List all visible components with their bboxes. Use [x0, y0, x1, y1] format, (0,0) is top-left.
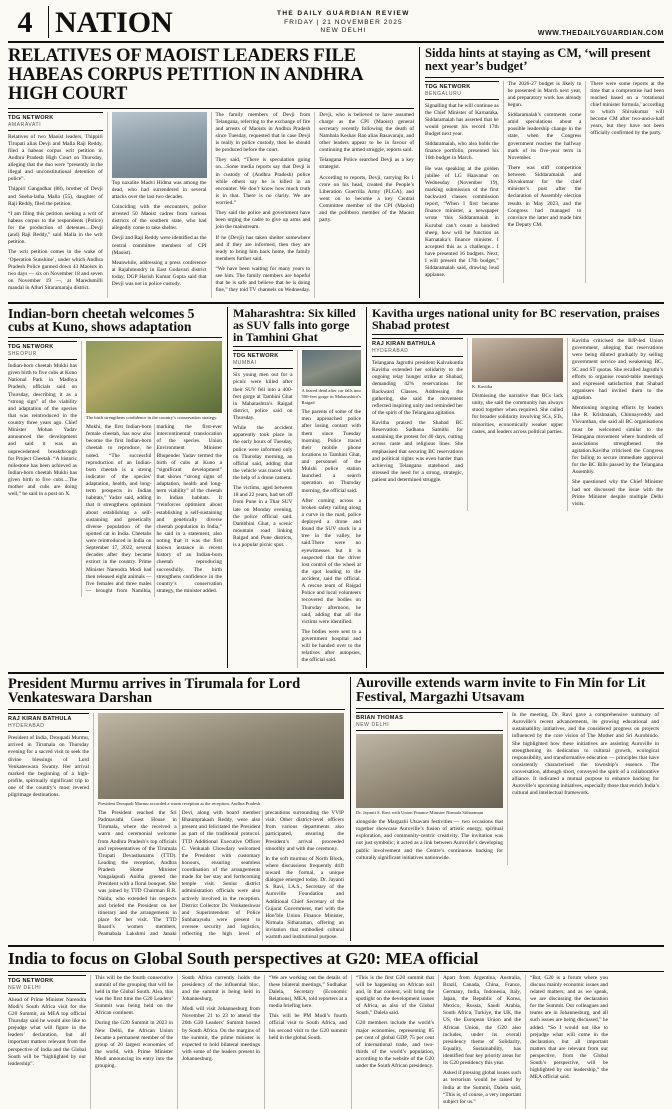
lead-para-7: Meanwhile, addressing a press conference at Rajahmundry in East Godavari district today, DGP Harish Kumar Gupta said that Devji was not in police custody. [111, 259, 207, 288]
murmu-para-2: In the soft murmur of North Block, where discussions frequently drift toward the formal, a unique dialogue emerged today. Dr. Jayanti S. Ravi, I.A.S., Secretary of the Auroville Foundation and Additional Chief Secretary of the Gujarat Government, met with the Hon’ble Union Finance Minister, Nirmala Sitharaman, offering an invitation that embodied cultural warmth and institutional purpose. [265, 855, 344, 941]
g20-para-3: South Africa currently holds the presidency of the influential bloc, and the summit is being held in Johannesburg. [182, 974, 260, 1003]
maha-para-2: The victims, aged between 18 and 22 years, had set off from Pune in a Thar SUV late on Monday evening, the police official said. Dambhini Ghat, a scenic mountain road linking Raigad and Pune districts, is a popular picnic spot. [233, 485, 293, 549]
lead-para-10: They said the police and government have been urging the cadre to give up arms and join the mainstream. [215, 210, 311, 231]
sidda-para-5: There was stiff competition between Siddaramaiah and Shivakumar for the chief minister’s post after the declaration of Assembly election results in May 2023, and the Congress had managed to convince the latter and made him the Deputy CM. [507, 164, 582, 228]
g20-para-8: G20 members include the world’s major economies, representing 85 per cent of global GDP, 75 per cent of international trade, and two-thirds of the world’s population, according to the website of the G20 under the South African presidency. [356, 1020, 434, 1070]
second-row [8, 307, 664, 668]
lead-para-3: The writ petition comes in the wake of ‘Operation Sunshine’, under which Andhra Pradesh Police gunned down 43 Maoists in two days — six on November 18 and seven on November 19 —, at Maredumilli mandal in Alluri Sitaramaraju district. [8, 249, 103, 292]
maha-byline: TDG NETWORK MUMBAI [233, 350, 293, 369]
sidda-para-0: Signalling that he will continue as the Chief Minister of Karnataka, Siddaramaiah has asserted that he would present his record 17th Budget next year. [425, 102, 499, 137]
kavitha-para-2: Dismissing the narrative that BCs lack unity, she said the community has always stood together when required. She called for broader solidarity involving SCs, STs, minorities, economically weaker upper castes, and leaders across political parties. [472, 393, 563, 435]
masthead-center [173, 6, 514, 38]
page-number: 4 [17, 6, 33, 39]
website-url: WWW.THEDAILYGUARDIAN.COM [537, 30, 664, 37]
g20-para-0: Ahead of Prime Minister Narendra Modi’s South Africa visit for the G20 Summit, an MEA top official Thursday said he would also like to prejudge what will figure in the leaders’ declaration, but all important matters relevant from the perspective of India and the Global South will be “highlighted by our leadership”. [8, 996, 86, 1067]
sidda-para-6: There were some reports at the time that a compromise had been reached based on a ‘rotational chief minister formula,’ according to which Shivakumar will become CM after two-and-a-half years, but they have not been officially confirmed by the party. [590, 80, 665, 137]
g20-para-4: Modi will visit Johannesburg from November 21 to 23 to attend the 20th G20 Leaders’ Summit hosted by South Africa. On the margins of the summit, the prime minister is expected to hold bilateral meetings with some of the leaders present in Johannesburg. [182, 1006, 260, 1063]
kavitha-para-3: Kavitha criticised the BJP-led Union government, alleging that reservations were being diluted gradually by selling government service and weakening BC, SC and ST quotas. She recalled Jagruthi’s efforts to organise round-table meetings and expressed satisfaction that Shabad organisers had invited them to the agitation. [572, 338, 663, 402]
auroville-meeting-photo [356, 734, 503, 808]
maha-location: MUMBAI [233, 360, 257, 367]
g20-byline: TDG NETWORK NEW DELHI [8, 975, 86, 994]
maharashtra-story [233, 307, 361, 668]
lead-para-0: Relatives of two Maoist leaders, Thippiri Tirupati alias Devji and Malla Raji Reddy, filed a habeas corpus writ petition in Andhra Pradesh High Court on Thursday, alleging that the duo were “presently in the illegal and unconstitutional detention of police”. [8, 133, 103, 183]
maha-para-0: Six young men out for a picnic were killed after their SUV fell into a 400-feet gorge at Tamhini Ghat in Maharashtra’s Raigad district, police said on Thursday. [233, 372, 293, 422]
lead-para-6: Devji and Raji Reddy were identified as the central committee members of CPI (Maoist). [111, 235, 207, 256]
lead-para-8: The family members of Devji from Telangana, referring to the exchange of fire and arrests of Maoists in Andhra Pradesh since Tuesday, requested that in case Devji is really in police custody, then he should be produced before the court. [215, 111, 311, 154]
kavitha-location: HYDERABAD [372, 348, 409, 355]
lead-location: AMARAVATI [8, 121, 42, 128]
g20-para-1: This will be the fourth consecutive summit of the grouping that will be held in the Global South. Also, this was the first time the G20 Leaders’ Summit was being held on the African continent. [95, 974, 173, 1017]
cheetah-headline: Indian-born cheetah welcomes 5 cubs at Kuno, shows adaptation [8, 305, 195, 335]
auro-para-1: In the meeting, Dr. Ravi gave a comprehensive summary of Auroville’s recent advancements, its growing educational and sustainability initiatives, and the considered progress on projects influenced by the core vision of The Mother and Sri Aurobindo. She highlighted how these initiatives are assisting Auroville in strengthening its dedication to cultural growth, ecological responsibility, and transformative education — principles that have consistently characterised the township’s essence. The conversation, although short, conveyed the spirit of a collaborative alliance. It indicated a mutual purpose to enhance backing for Auroville’s upcoming initiatives, especially those that enrich India’s cultural and intellectual framework. [512, 712, 660, 797]
gorge-accident-photo [302, 350, 362, 386]
auroville-story [356, 677, 664, 942]
kavitha-para-1: Kavitha praised the Shabad BC Reservation Sadhana Samithi for sustaining the protest for 40 days, cutting across caste and religious lines. She emphasised that securing BC reservations and political rights was even harder than achieving Telangana statehood and stressed the need for a strong, strategic, patient and determined struggle. [372, 420, 463, 484]
masthead [8, 6, 664, 43]
sidda-byline: TDG NETWORK BENGALURU [425, 81, 499, 100]
g20-para-6: This will be PM Modi’s fourth official visit to South Africa, and his second visit to the G20 summit held in the global South. [269, 1013, 347, 1041]
top-row [8, 47, 664, 298]
lead-para-11: If he (Devji) has taken shelter somewhere and if they are informed, then they are ready to bring him back home, the family members further said. [215, 234, 311, 262]
lead-para-13: Devji, who is believed to have assumed charge as the CPI (Maoist) general secretary recently following the death of Nambala Keshav Rao alias Basavaraju, and other leaders appear to be in favour of continuing the armed struggle, reports said. [319, 111, 414, 154]
lead-para-4: Top naxalite Madvi Hidma was among the dead, who had surrendered in several attacks over the last two decades. [111, 179, 207, 200]
auro-location: NEW DELHI [356, 722, 390, 729]
kavitha-story [372, 307, 664, 668]
sidda-para-3: The 2026-27 budget is likely to be presented in March next year, and preparatory work has already begun. [507, 80, 582, 108]
murmu-story [8, 677, 345, 942]
g20-location: NEW DELHI [8, 984, 42, 991]
masthead-divider [48, 6, 49, 38]
lead-para-14: Telangana Police searched Devji as a key strategist. [319, 157, 414, 171]
kavitha-para-4: Mentioning ongoing efforts by leaders like R. Krishnaiah, Chinnayreddy and Visvanthan, she said all BC organisations must be welcomed similar to the Telangana movement where hundreds of associations strengthened the agitation.Kavitha criticised the Congress for failing to secure immediate approval for the BC Bills passed by the Telangana Assembly. [572, 405, 663, 476]
paper-city: NEW DELHI [320, 27, 367, 34]
lead-columns [8, 112, 414, 298]
cheetah-photo-caption: The birth strengthens confidence in the country’s conservation strategy. [86, 415, 218, 421]
lead-byline: TDG NETWORK AMARAVATI [8, 112, 103, 131]
lead-para-5: Coinciding with the encounters, police arrested 50 Maoist cadres from various districts of the southern state, who had allegedly come to take shelter. [111, 203, 207, 232]
murmu-byline: RAJ KIRAN BATHULA HYDERABAD [8, 713, 89, 732]
kavitha-para-0: Telangana Jagruthi president Kalvakuntla Kavitha extended her solidarity to the ongoing relay hunger strike at Shabad, demanding 42% reservations for Backward Classes. Addressing the gathering, she said the movement reflected inspiring unity and reminded her of the spirit of the Telangana agitation. [372, 360, 463, 416]
maha-para-4: After coming across a broken safety railing along a curve in the road, police deployed a drone and found the SUV stuck in a tree in the valley, he said.There were no eyewitnesses but it is suspected that the driver lost control of the wheel at the spot leading to the accident, said the official. A rescue team of Raigad Police and local volunteers recovered the bodies on Thursday afternoon, he said, adding that all the victims were identified. [301, 497, 361, 625]
section-title: NATION [55, 6, 173, 39]
cheetah-para-0: Indian-born cheetah Mukhi has given birth to five cubs at Kuno National Park in Madhya Pradesh, officials said on Thursday, describing it as a “strong sign” of the viability and adaptation of the species that was reintroduced in the country three years ago. Chief Minister Mohan Yadav announced the development and said it was an unprecedented breakthrough for Project Cheetah. “A historic milestone has been achieved as Indian-born cheetah Mukhi has given birth to five cubs....The mother and cubs are doing well,” he said in a post on X. [8, 363, 77, 498]
kavitha-para-5: She questioned why the Chief Minister had not discussed the issue with the Prime Minister despite multiple Delhi visits. [572, 479, 663, 507]
sidda-para-1: Siddaramaiah, who also holds the finance portfolio, presented his 16th budget in March. [425, 141, 499, 162]
g20-para-9: Apart from Argentina, Australia, Brazil, Canada, China, France, Germany, India, Indonesia, Italy, Japan, the Republic of Korea, Mexico, Russia, Saudi Arabia, South Africa, Turkiye, the UK, the US, the European Union and the African Union, the G20 also includes, under its overall presidency theme of Solidarity, Equality, Sustainability, has identified four key priority areas for its G20 presidency this year. [443, 974, 521, 1067]
maha-headline: Maharashtra: Six killed as SUV falls into gorge in Tamhini Ghat [233, 305, 356, 345]
g20-headline: India to focus on Global South perspectives at G20: MEA official [8, 949, 479, 969]
auro-para-0: alongside the Margazhi Utsavam festivities — two occasions that together showcase Auroville’s fusion of artistic energy, spiritual exploration, and community-centric creativity. The invitation was not just symbolic; it acted as a link between Auroville’s developing public involvement and the Centre’s continuous backing for culturally significant initiatives nationwide. [356, 819, 503, 861]
auro-photo-caption: Dr. Jayanti S. Ravi with Union Finance Minister Nirmala Sitharaman [356, 810, 484, 816]
g20-para-10: Asked if pressing global issues such as terrorism would be raised by India at the Summit, Dalela said, “This is, of course, a very important subject for us.” [443, 1070, 522, 1105]
kavitha-byline: RAJ KIRAN BATHULA HYDERABAD [372, 338, 463, 357]
lead-para-9: They said, “There is speculation going on....Some media reports say that Devji is in custody of (Andhra Pradesh) police while others say he is killed in an encounter. We don’t know how much truth is in that. There is no clarity. We are worried.” [215, 157, 311, 207]
auro-byline: BRIAN THOMAS NEW DELHI [356, 712, 503, 731]
sidda-para-4: Siddaramaiah’s comments come amid speculations about a possible leadership change in the state, when the Congress government reaches the halfway mark of its five-year term in November. [507, 112, 582, 161]
third-row [8, 677, 664, 942]
maha-para-1: While the accident apparently took place in the early hours of Tuesday, police were informed only on Thursday morning, an official said, adding that the vehicle was traced with the help of a drone camera. [233, 425, 293, 482]
cheetah-byline: TDG NETWORK SHEOPUR [8, 341, 77, 360]
murmu-location: HYDERABAD [8, 723, 45, 730]
maha-para-5: The bodies were sent to a government hospital and will be handed over to the relatives after autopsies, the official said. [301, 628, 361, 664]
paper-name: THE DAILY GUARDIAN REVIEW [276, 10, 410, 17]
murmu-para-1: The President reached the Sri Padmavathi Guest House in Tirumala, where she received a warm and ceremonial welcome from Andhra Pradesh’s top officials and representatives of the Tirumala Tirupati Devasthanams (TTD). Leading the reception, Andhra Pradesh Home Minister Vangalapudi Anitha greeted the President with a floral bouquet. She was joined by TTD Chairman B.R. Naidu, who extended his respects and briefed the President on her itinerary and the arrangements in place for her visit. The TTD Board’s women members, Peamabala Lakshmi and Janaki Devi, along with board member Bhaumprakash Reddy, were also present and felicitated the President as part of the traditional protocol. TTD Additional Executive Officer C. Venkaiah Chowdary welcomed the President with customary honours, ensuring seamless coordination of the arrangements made for her stay and forthcoming temple visit. Senior district administration officials were also actively involved in the reception. District Collector Dr. Venkateshwar and Superintendent of Police Subharayudu were present to oversee security and logistics, reflecting the high level of precautions surrounding the VVIP visit. Other district-level officers from various departments also participated, ensuring the President’s arrival proceeded smoothly and with due ceremony. [98, 810, 344, 938]
lead-para-15: According to reports, Devji, carrying Rs 1 crore on his head, created the People’s Liberation Guerrilla Army (PLGA), and went on to become a key Central Committee member of the CPI (Maoist) and the politburo member of the Maoist party. [319, 174, 414, 224]
cheetah-para-1: Mukhi, the first Indian-born female cheetah, has now also become the first Indian-born cheetah to reproduce, he noted. “The successful reproduction of an Indian-born cheetah is a strong indicator of the species’ adaptation, health, and long-term prospects in Indian habitats,” Yadav said, adding that it strengthens optimism about establishing a self-sustaining and genetically diverse population of the spotted cat in India. Cheetahs were reintroduced in India on September 17, 2022, several decades after they became extinct in the country. Prime Minister Narendra Modi had then released eight animals — five females and three males — brought from Namibia, marking the first-ever intercontinental translocation of the species. Union Environment Minister Bhupender Yadav termed the birth of cubs at Kuno a “significant development” that shows “strong signs of adaptation, health and long-term viability” of the cheetah in Indian habitats. It “reinforces optimism about establishing a self-sustaining and genetically diverse cheetah population in India,” he said in a statement, also noting that it was the first known instance in recent history of an Indian-born cheetah reproducing successfully. The birth strengthens confidence in the country’s conservation strategy, the minister added. [86, 424, 222, 594]
sidda-location: BENGALURU [425, 90, 462, 97]
sidda-story [425, 47, 664, 298]
sidda-para-2: He was speaking at the golden jubilee of LG Haavanur on Wednesday (November 19), marking submission of the first backward classes commission report, “When I first became finance minister, a newspaper wrote ‘this Siddaramaiah in Kurubal can’t count a hundred sheep, how will he function as Karnataka’s finance minister. I accepted this as a challenge... I have presented 16 budgets. Next, I will present the 17th budget,” Siddaramaiah said, drawing loud applause. [425, 165, 499, 279]
cheetah-location: SHEOPUR [8, 351, 37, 358]
g20-para-5: “We are working out the details of these bilateral meetings,” Sudhakar Dalela, Secretary (Economic Relations), MEA, told reporters at a media briefing here. [269, 974, 347, 1010]
maha-photo-caption: A feared dead after car falls into 500-feet gorge in Maharashtra’s Raigad [301, 388, 361, 406]
supreme-court-photo [112, 112, 207, 178]
g20-para-2: During the G20 Summit in 2023 in New Delhi, the African Union became a permanent member of the group of 20 largest economies of the world, with Prime Minister Modi announcing its entry into the grouping. [95, 1020, 173, 1070]
murmu-para-0: President of India, Droupadi Murmu, arrived in Tirumala on Thursday evening for a sacred visit to seek the divine blessings of Lord Venkateswara Swamy. Her arrival marked the beginning of a high-profile, spiritually significant trip to one of the country’s most revered pilgrimage destinations. [8, 735, 89, 799]
paper-date: FRIDAY | 21 NOVEMBER 2025 [284, 18, 403, 26]
lead-headline: RELATIVES OF MAOIST LEADERS FILE HABEAS CORPUS PETITION IN ANDHRA HIGH COURT [8, 46, 363, 104]
kavitha-photo [472, 338, 563, 382]
murmu-photo-caption: President Droupadi Murmu accorded a warm reception at the reception, Andhra Pradesh [98, 801, 261, 807]
g20-para-11: “But, G20 is a forum where you discuss mainly economic issues and related matters; and as we speak, we are discussing the declaration for the Summit. Our colleagues and teams are in Johannesburg, and all such issues are being discussed,” he added. “So I would not like to prejudge what will come in the declaration, but all important matters that are relevant from our perspective, from the Global South’s perspective, will be highlighted by our leadership,” the MEA official said. [530, 974, 608, 1081]
kavitha-headline: Kavitha urges national unity for BC reservation, praises Shabad protest [372, 305, 660, 332]
cheetah-story [8, 307, 222, 668]
murmu-headline: President Murmu arrives in Tirumala for Lord Venkateswara Darshan [8, 675, 301, 707]
lead-para-12: “We have been waiting for many years to see him. The family members are hopeful that he is safe and believe that he is doing fine,” they told TV channels on Wednesday. [215, 266, 311, 294]
kavitha-photo-caption: K. Kavitha [472, 384, 493, 390]
cheetah-photo [86, 341, 222, 413]
g20-para-7: “This is the first G20 summit that will be happening on African soil and, in that context, will bring the spotlight on the development issues of Africa, as also of the Global South,” Dalela said. [356, 974, 434, 1017]
sidda-headline: Sidda hints at staying as CM, ‘will present next year’s budget’ [425, 46, 651, 73]
lead-para-1: Thippiri Gangadhar (88), brother of Devji and Sneha-latha Malla (55), daughter of Raji Reddy, filed the petition. [8, 186, 103, 207]
maha-para-3: The parents of some of the men approached police after losing contact with them since Tuesday morning. Police traced their mobile phone locations to Tamhini Ghat, and personnel of the Mulshi police station launched a search operation on Thursday morning, the official said. [301, 409, 361, 494]
tirumala-reception-photo [98, 713, 344, 799]
auro-headline: Auroville extends warm invite to Fin Min for Lit Festival, Margazhi Utsavam [356, 675, 646, 705]
lead-story [8, 47, 414, 298]
g20-story [8, 950, 664, 1109]
lead-para-2: “I am filing this petition seeking a writ of habeas corpus to the respondents (Police) for the production of detenues....Devji (and) Raji Reddy,” said Malla in the writ petition. [8, 210, 103, 246]
